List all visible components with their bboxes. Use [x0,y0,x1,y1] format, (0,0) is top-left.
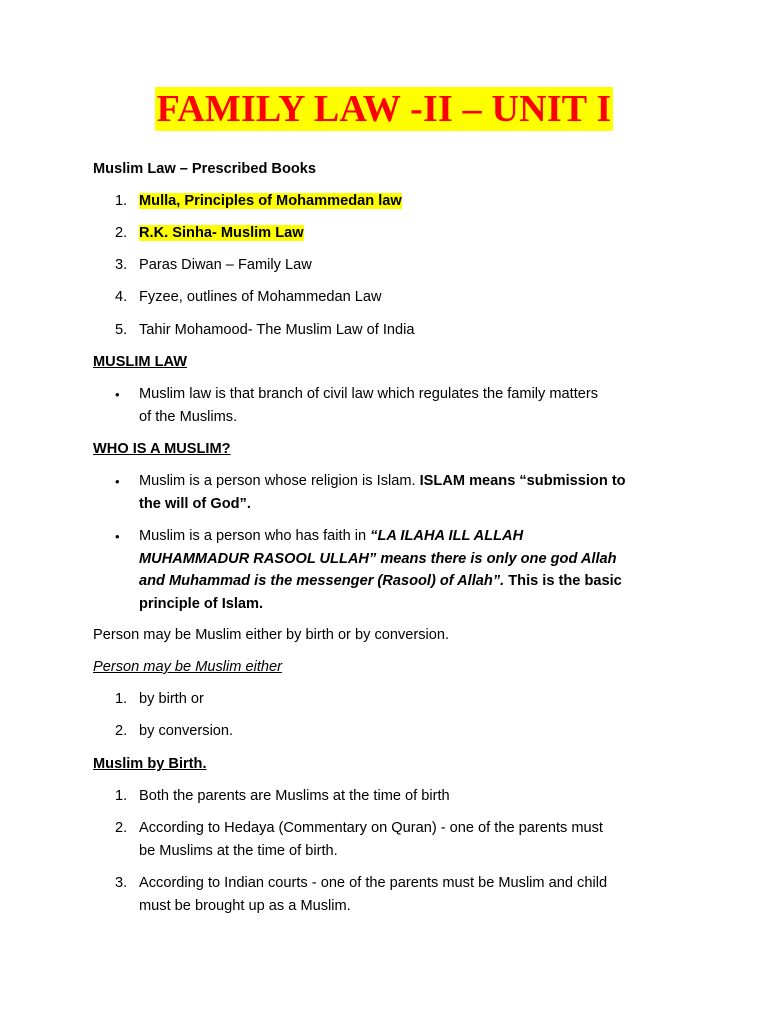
list-number: 2. [115,723,128,739]
bullet-icon: • [115,387,120,402]
who-bullet-2-line-2: MUHAMMADUR RASOOL ULLAH” means there is only one god Allah [139,551,617,567]
who-bullet-2-plain: Muslim is a person who has faith in [139,528,371,544]
either-statement: Person may be Muslim either by birth or by conversion. [93,627,450,643]
who-is-muslim-heading: WHO IS A MUSLIM? [93,441,231,457]
who-bullet-2-line-4: principle of Islam. [139,596,264,612]
title-block [0,87,768,131]
birth-item-1: Both the parents are Muslims at the time of birth [139,788,450,804]
book-item-3: Paras Diwan – Family Law [139,257,312,273]
birth-item-3-line-1: According to Indian courts - one of the parents must be Muslim and child [139,875,608,891]
list-number: 2. [115,225,128,241]
either-subheading: Person may be Muslim either [93,659,282,675]
list-number: 2. [115,820,128,836]
bullet-icon: • [115,529,120,544]
list-number: 3. [115,257,128,273]
muslim-law-definition-line-2: of the Muslims. [139,409,238,425]
list-number: 1. [115,788,128,804]
who-bullet-1-plain: Muslim is a person whose religion is Islam. [139,473,420,489]
who-bullet-1-bold: ISLAM means “submission to [419,473,626,489]
list-number: 5. [115,322,128,338]
list-number: 4. [115,289,128,305]
who-bullet-2-italic-3: and Muhammad is the messenger (Rasool) of Allah”. [139,573,505,589]
birth-item-2-line-1: According to Hedaya (Commentary on Quran) - one of the parents must [139,820,603,836]
who-bullet-2-bold-3: This is the basic [504,573,622,589]
book-item-1: Mulla, Principles of Mohammedan law [139,193,402,209]
birth-item-2-line-2: be Muslims at the time of birth. [139,843,338,859]
who-bullet-2-italic-1: “LA ILAHA ILL ALLAH [370,528,524,544]
list-number: 3. [115,875,128,891]
either-item-1: by birth or [139,691,204,707]
list-number: 1. [115,691,128,707]
bullet-icon: • [115,474,120,489]
who-bullet-1-line-2: the will of God”. [139,496,251,512]
page-title: FAMILY LAW -II – UNIT I [156,88,612,130]
muslim-law-heading: MUSLIM LAW [93,354,188,370]
either-item-2: by conversion. [139,723,234,739]
who-bullet-2-line-3 [139,570,622,593]
who-bullet-2-line-1 [139,525,523,548]
who-bullet-1-line-1 [139,470,626,493]
book-item-4: Fyzee, outlines of Mohammedan Law [139,289,382,305]
muslim-law-definition-line-1: Muslim law is that branch of civil law which regulates the family matters [139,386,599,402]
list-number: 1. [115,193,128,209]
birth-heading: Muslim by Birth. [93,756,207,772]
book-item-2: R.K. Sinha- Muslim Law [139,225,304,241]
prescribed-heading: Muslim Law – Prescribed Books [93,161,317,177]
birth-item-3-line-2: must be brought up as a Muslim. [139,898,351,914]
book-item-5: Tahir Mohamood- The Muslim Law of India [139,322,415,338]
